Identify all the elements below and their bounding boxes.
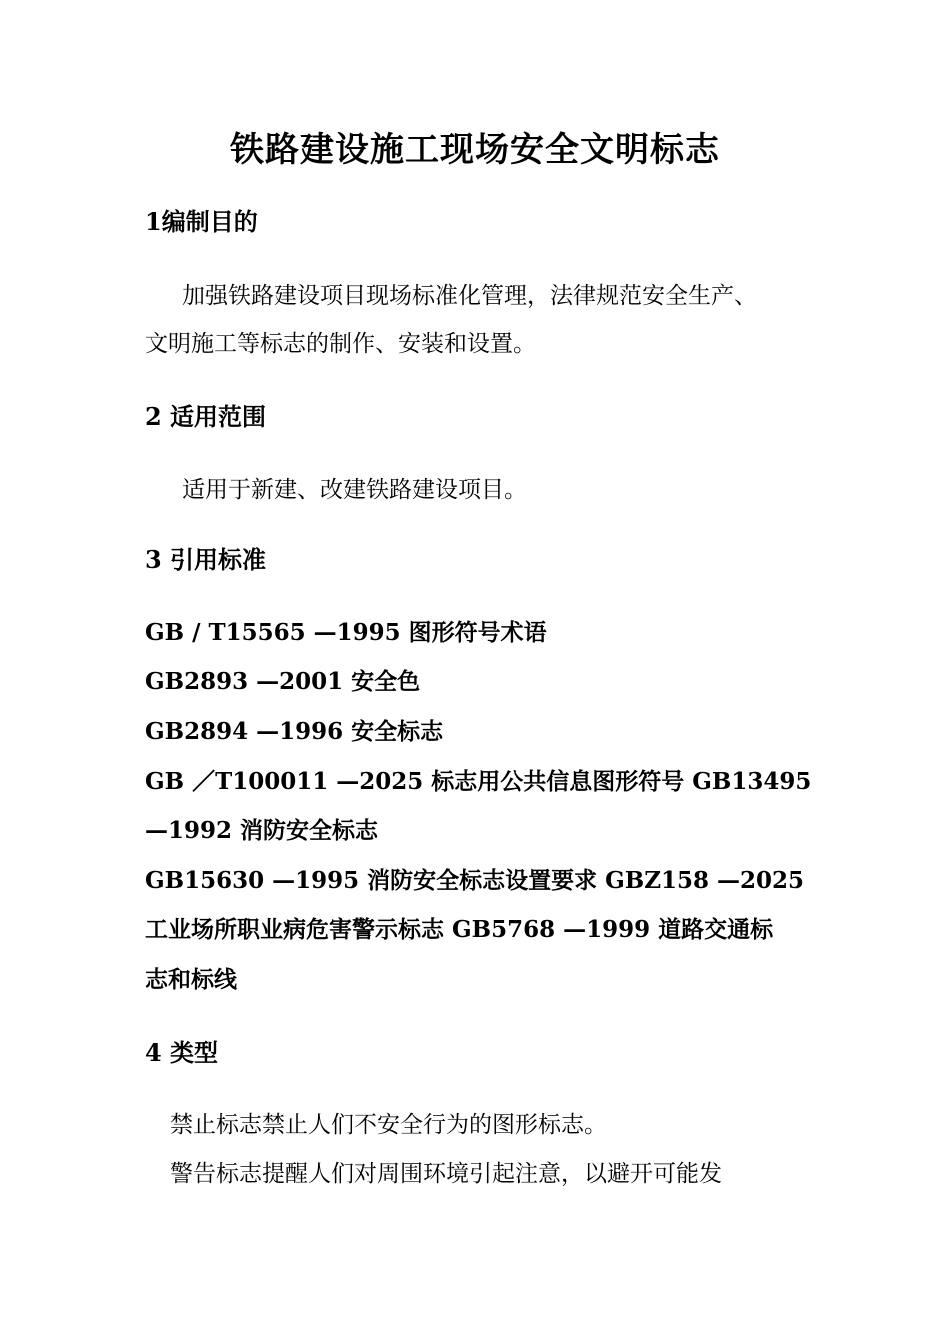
paragraph-line: 适用于新建、改建铁路建设项目。: [182, 477, 527, 503]
reference-line: GB2894 —1996 安全标志: [145, 718, 444, 745]
paragraph-line: 文明施工等标志的制作、安装和设置。: [145, 331, 536, 357]
reference-line: GB15630 —1995 消防安全标志设置要求 GBZ158 —2025: [145, 867, 805, 894]
reference-line: 志和标线: [145, 966, 237, 993]
reference-line: GB / T15565 —1995 图形符号术语: [145, 619, 547, 646]
reference-line: GB2893 —2001 安全色: [145, 668, 421, 695]
section-heading-types: 4 类型: [145, 1038, 219, 1067]
reference-line: 工业场所职业病危害警示标志 GB5768 —1999 道路交通标: [145, 916, 774, 943]
paragraph-line: 加强铁路建设项目现场标准化管理，法律规范安全生产、: [182, 283, 757, 309]
section-heading-references: 3 引用标准: [145, 545, 267, 574]
paragraph-line: 警告标志提醒人们对周围环境引起注意，以避开可能发: [170, 1161, 722, 1187]
reference-line: GB ／T100011 —2025 标志用公共信息图形符号 GB13495: [145, 768, 812, 795]
document-title: 铁路建设施工现场安全文明标志: [230, 130, 720, 170]
section-heading-purpose: 1编制目的: [145, 207, 258, 236]
paragraph-line: 禁止标志禁止人们不安全行为的图形标志。: [170, 1112, 607, 1138]
reference-line: —1992 消防安全标志: [145, 817, 379, 844]
section-heading-scope: 2 适用范围: [145, 402, 267, 431]
